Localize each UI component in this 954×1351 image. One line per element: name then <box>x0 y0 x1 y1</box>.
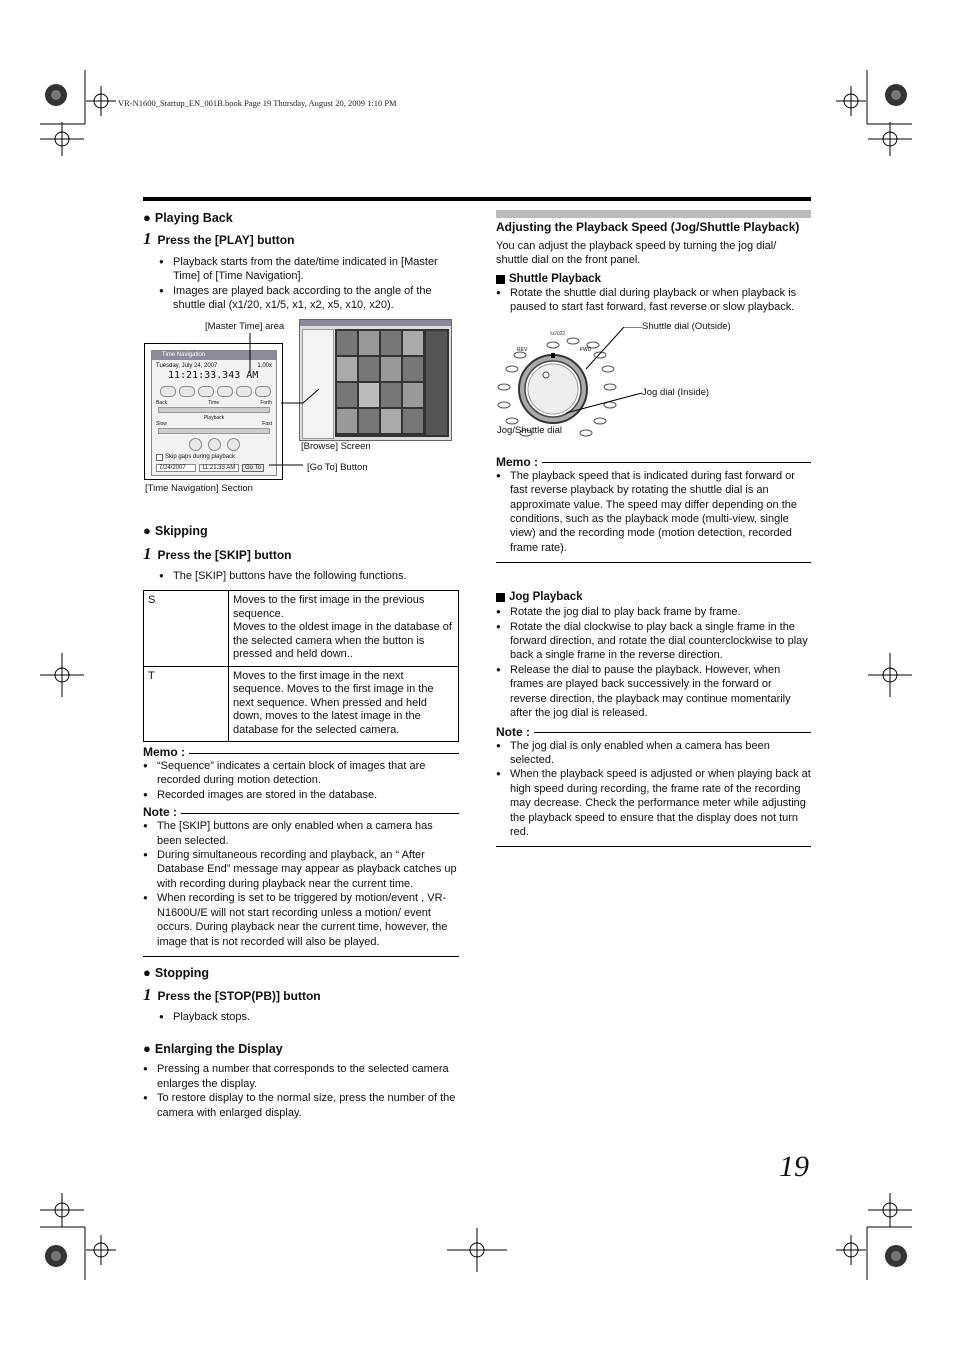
list-item: ● Release the dial to pause the playback. However, when frames are played back successively in the forward or reverse direction, the playback may continue momentarily after the jog dial is released. <box>496 663 811 721</box>
skipping-bullets <box>159 569 459 583</box>
registration-mark-icon <box>447 1228 507 1272</box>
step-skip: 1 Press the [SKIP] button <box>143 543 292 563</box>
panel-title: Time Navigation <box>152 351 276 360</box>
registration-mark-icon <box>40 70 116 156</box>
note-title-left: Note : <box>143 805 459 819</box>
list-item: ● When recording is set to be triggered by motion/event , VR-N1600U/E will not start recording unless a motion/ event occurs. During playback near the current time, however, the image that is not recorded will also be played. <box>143 891 459 949</box>
list-item: ● The jog dial is only enabled when a camera has been selected. <box>496 739 811 768</box>
section-bar <box>496 210 811 218</box>
table-row <box>144 666 459 742</box>
ui-back-label: Back <box>156 399 168 406</box>
shuttle-bullets <box>496 286 811 315</box>
skip-function-table <box>143 590 459 742</box>
list-item: ● Playback stops. <box>159 1010 459 1024</box>
note-bullets-left <box>143 819 459 949</box>
list-item: ● Pressing a number that corresponds to the selected camera enlarges the display. <box>143 1062 459 1091</box>
list-item: ● Playback starts from the date/time indicated in [Master Time] of [Time Navigation]. <box>159 255 459 284</box>
registration-mark-icon <box>868 653 912 697</box>
list-item: ● During simultaneous recording and playback, an “ After Database End” message may appear as playback catches up with recording during playback near the current time. <box>143 848 459 891</box>
list-item: ● Images are played back according to the angle of the shuttle dial (x1/20, x1/5, x1, x2, x5, x10, x20). <box>159 284 459 313</box>
top-rule <box>143 197 811 201</box>
label-browse-screen: [Browse] Screen <box>301 440 371 452</box>
section-title-stopping: ● Stopping <box>143 964 210 980</box>
table-row <box>144 591 459 667</box>
section-title-playing-back: ● Playing Back <box>143 210 233 225</box>
figure-callout-lines <box>143 319 459 507</box>
label-master-time: [Master Time] area <box>205 320 285 332</box>
adjusting-intro: You can adjust the playback speed by turning the jog dial/ shuttle dial on the front panel. <box>496 240 777 266</box>
note-bullets-right <box>496 739 811 840</box>
label-time-navigation: [Time Navigation] Section <box>145 482 253 494</box>
section-title-enlarging: ● Enlarging the Display <box>143 1041 283 1057</box>
memo-title-left: Memo : <box>143 745 459 759</box>
memo-bullets-left <box>143 759 459 802</box>
playing-back-bullets <box>159 255 459 313</box>
time-navigation-figure <box>143 319 459 507</box>
left-column <box>143 210 459 1120</box>
list-item: ● The playback speed that is indicated during fast forward or fast reverse playback by rotating the shuttle dial is an approximate value. The speed may differ depending on the conditions, such as the playback mode (multi-view, single view) and the recording mode (motion detection, recorded frame rate). <box>496 469 811 555</box>
table-cell-desc: Moves to the first image in the previous sequence. Moves to the oldest image in the database of the selected camera when the button is pressed and held down.. <box>229 591 459 667</box>
subsection-title-shuttle: Shuttle Playback <box>496 273 811 285</box>
section-title-adjusting: Adjusting the Playback Speed (Jog/Shuttle Playback) <box>496 220 800 234</box>
right-column <box>496 210 811 847</box>
list-item: ● Rotate the dial clockwise to play back a single frame in the forward direction, and rotate the dial counterclockwise to play back a single frame in the reverse direction. <box>496 620 811 663</box>
step-stop: 1 Press the [STOP(PB)] button <box>143 984 321 1004</box>
ui-playback-label: Playback <box>203 414 225 421</box>
label-rev: REV <box>517 346 528 353</box>
step-play: 1 Press the [PLAY] button <box>143 229 295 248</box>
table-cell-key: T <box>144 666 229 742</box>
ui-fast-label: Fast <box>262 420 272 427</box>
label-jog-shuttle: Jog/Shuttle dial <box>497 424 562 436</box>
note-end-rule <box>143 956 459 957</box>
svg-text:\u2022: \u2022 <box>550 330 566 337</box>
registration-mark-icon <box>40 1193 116 1280</box>
ui-date: Tuesday, July 24, 2007 <box>156 362 218 369</box>
enlarging-bullets <box>143 1062 459 1120</box>
ui-slow-label: Slow <box>156 420 167 427</box>
ui-forth-label: Forth <box>260 399 272 406</box>
ui-skip-label: Skip gaps during playback <box>165 454 236 461</box>
section-title-skipping: ● Skipping <box>143 522 208 538</box>
registration-mark-icon <box>836 1193 912 1280</box>
list-item: ● Rotate the shuttle dial during playback or when playback is paused to start fast forward, fast reverse or slow playback. <box>496 286 811 315</box>
label-fwd: FWD <box>580 346 592 353</box>
subsection-title-jog: Jog Playback <box>496 591 811 603</box>
memo-end-rule <box>496 562 811 563</box>
jog-bullets <box>496 605 811 720</box>
label-jog-inside: Jog dial (Inside) <box>642 386 710 398</box>
list-item: ● The [SKIP] buttons have the following functions. <box>159 569 459 583</box>
list-item: ● “Sequence” indicates a certain block of images that are recorded during motion detection. <box>143 759 459 788</box>
master-time-display: 11:21:33.343 AM <box>168 369 259 381</box>
ui-speed: 1.00x <box>257 362 272 369</box>
registration-mark-icon <box>836 70 912 156</box>
list-item: ● Recorded images are stored in the database. <box>143 788 459 802</box>
goto-button[interactable]: Go To <box>242 464 264 472</box>
table-cell-key: S <box>144 591 229 667</box>
note-title-right: Note : <box>496 725 811 739</box>
stopping-bullets <box>159 1010 459 1024</box>
list-item: ● To restore display to the normal size, press the number of the camera with enlarged display. <box>143 1091 459 1120</box>
jog-shuttle-figure <box>496 320 811 455</box>
registration-mark-icon <box>40 653 84 697</box>
memo-bullets-right <box>496 469 811 555</box>
list-item: ● When the playback speed is adjusted or when playing back at high speed during recording, the frame rate of the recording may decrease. Check the performance meter while adjusting the playback speed to ensure that the display does not turn red. <box>496 767 811 839</box>
label-shuttle-outside: Shuttle dial (Outside) <box>642 320 731 332</box>
note-end-rule-right <box>496 846 811 847</box>
goto-time-input[interactable]: 11:21:33 AM <box>199 464 239 472</box>
list-item: ● The [SKIP] buttons are only enabled when a camera has been selected. <box>143 819 459 848</box>
page-number: 19 <box>779 1150 809 1183</box>
memo-title-right: Memo : <box>496 455 811 469</box>
label-goto-button: [Go To] Button <box>307 461 368 473</box>
goto-date-input[interactable]: 7/24/2007 <box>156 464 196 472</box>
list-item: ● Rotate the jog dial to play back frame by frame. <box>496 605 811 619</box>
ui-time-label: Time <box>208 399 220 406</box>
file-info-header: VR-N1600_Startup_EN_001B.book Page 19 Thursday, August 20, 2009 1:10 PM <box>118 98 397 108</box>
table-cell-desc: Moves to the first image in the next sequence. Moves to the first image in the next sequence. When pressed and held down, moves to the latest image in the database for the selected camera. <box>229 666 459 742</box>
